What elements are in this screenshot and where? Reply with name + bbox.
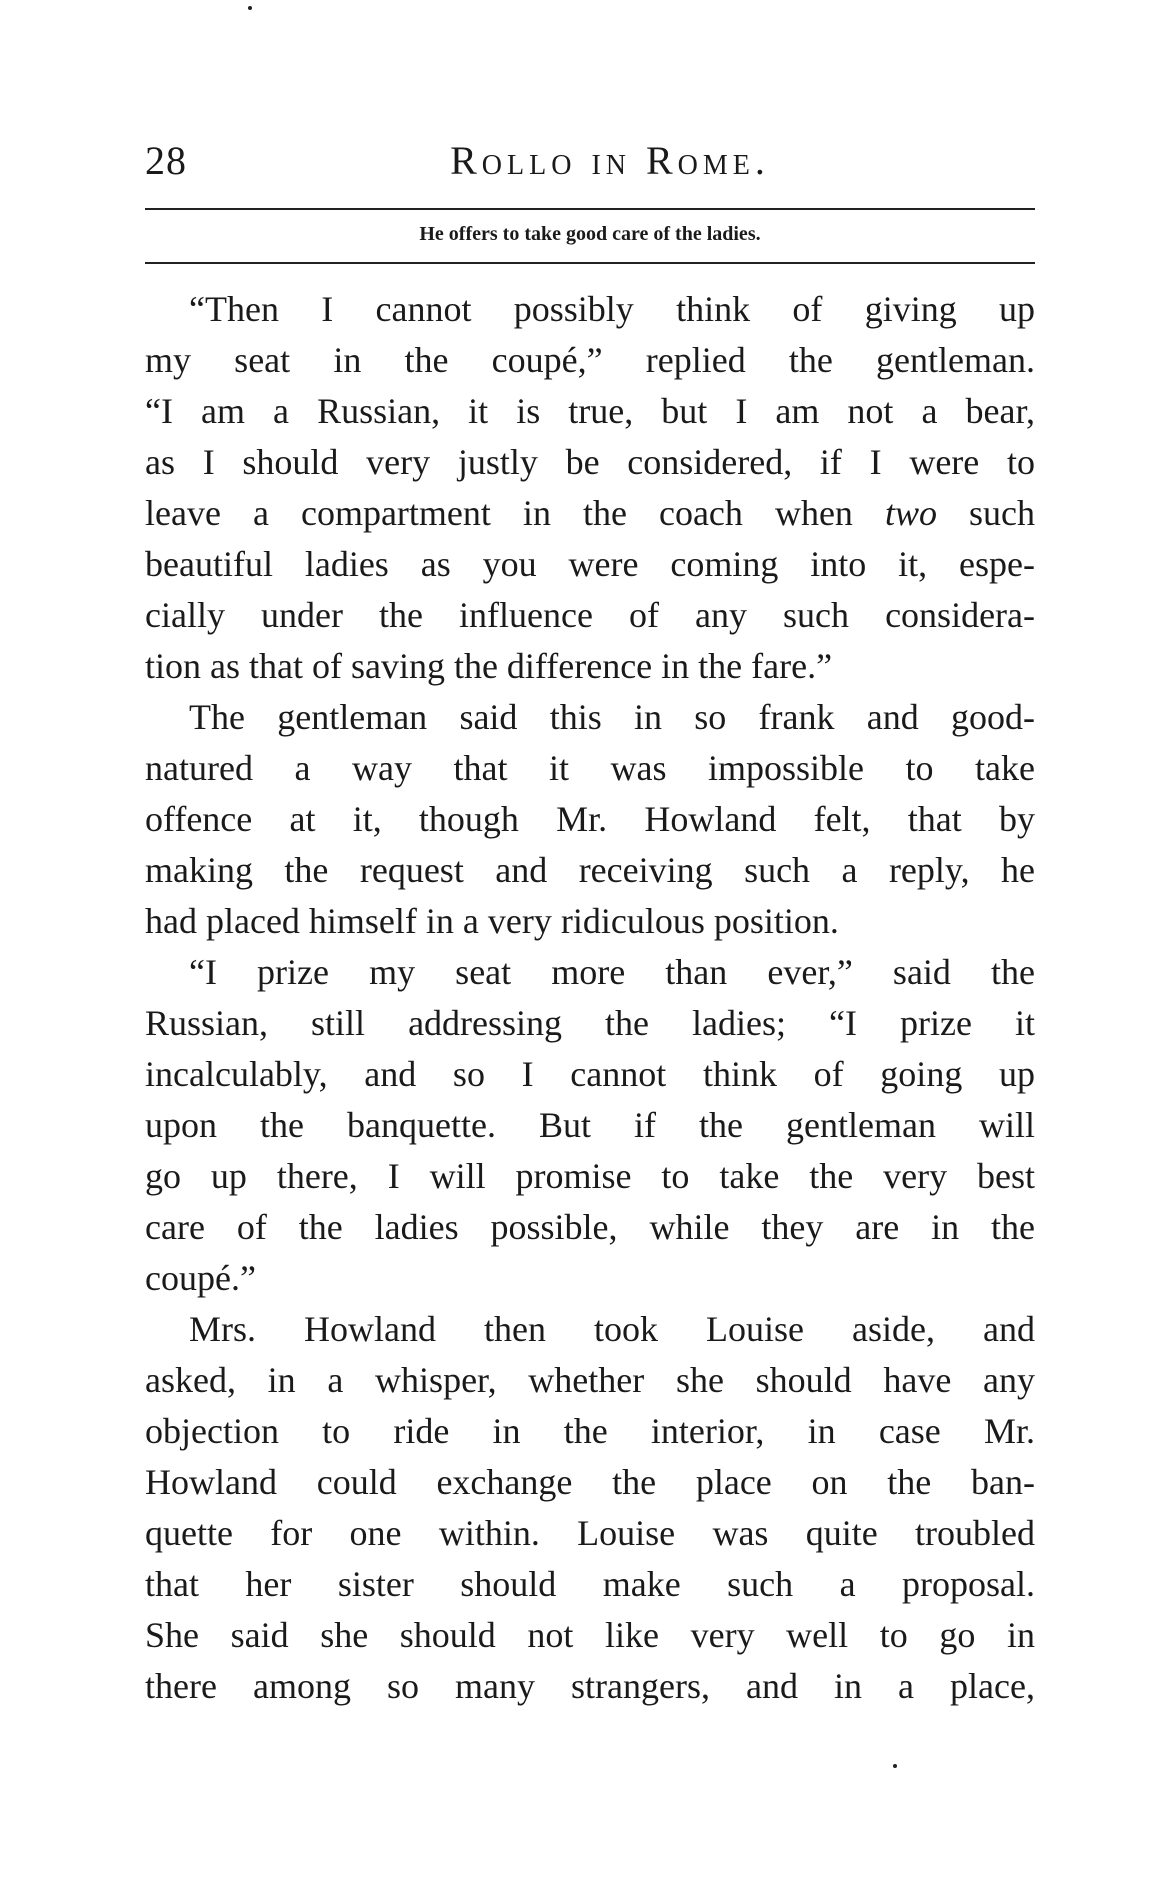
text-line: natured a way that it was impossible to take (145, 748, 1035, 788)
text-line: tion as that of saving the difference in the fare.” (145, 646, 833, 686)
text-line: there among so many strangers, and in a place, (145, 1666, 1035, 1706)
header-rule-bottom (145, 262, 1035, 264)
body-text (145, 284, 1035, 1712)
page-number: 28 (145, 138, 187, 183)
emphasized-word: two (884, 493, 937, 533)
text-line (145, 488, 1035, 539)
text-line: making the request and receiving such a reply, he (145, 850, 1035, 890)
text-line: incalculably, and so I cannot think of going up (145, 1054, 1035, 1094)
text-line: Mrs. Howland then took Louise aside, and (189, 1309, 1035, 1349)
text-line: as I should very justly be considered, if I were to (145, 442, 1035, 482)
page-headline: He offers to take good care of the ladies. (419, 223, 761, 245)
text-line: my seat in the coupé,” replied the gentleman. (145, 340, 1035, 380)
header-rule-top (145, 208, 1035, 210)
text-line: beautiful ladies as you were coming into it, espe- (145, 544, 1035, 584)
text-line: had placed himself in a very ridiculous position. (145, 901, 839, 941)
text-line: Howland could exchange the place on the ban- (145, 1462, 1035, 1502)
running-head (145, 136, 1035, 186)
text-line: quette for one within. Louise was quite troubled (145, 1513, 1035, 1553)
text-line: “I prize my seat more than ever,” said the (189, 952, 1035, 992)
text-line: that her sister should make such a proposal. (145, 1564, 1035, 1604)
text-fragment: such (969, 493, 1035, 533)
text-line: “I am a Russian, it is true, but I am not a bear, (145, 391, 1035, 431)
text-line: asked, in a whisper, whether she should have any (145, 1360, 1035, 1400)
text-line: “Then I cannot possibly think of giving up (189, 289, 1035, 329)
text-line: go up there, I will promise to take the very best (145, 1156, 1035, 1196)
text-line: coupé.” (145, 1258, 256, 1298)
text-line: The gentleman said this in so frank and good- (189, 697, 1035, 737)
text-fragment: leave a compartment in the coach when (145, 493, 853, 533)
text-line: upon the banquette. But if the gentleman will (145, 1105, 1035, 1145)
ink-speck (248, 6, 252, 10)
ink-speck (893, 1764, 897, 1768)
text-line: Russian, still addressing the ladies; “I prize it (145, 1003, 1035, 1043)
text-line: offence at it, though Mr. Howland felt, that by (145, 799, 1035, 839)
text-line: care of the ladies possible, while they are in the (145, 1207, 1035, 1247)
text-line: cially under the influence of any such considera- (145, 595, 1035, 635)
text-line: She said she should not like very well to go in (145, 1615, 1035, 1655)
book-title: Rollo in Rome. (450, 138, 770, 183)
text-line: objection to ride in the interior, in case Mr. (145, 1411, 1035, 1451)
